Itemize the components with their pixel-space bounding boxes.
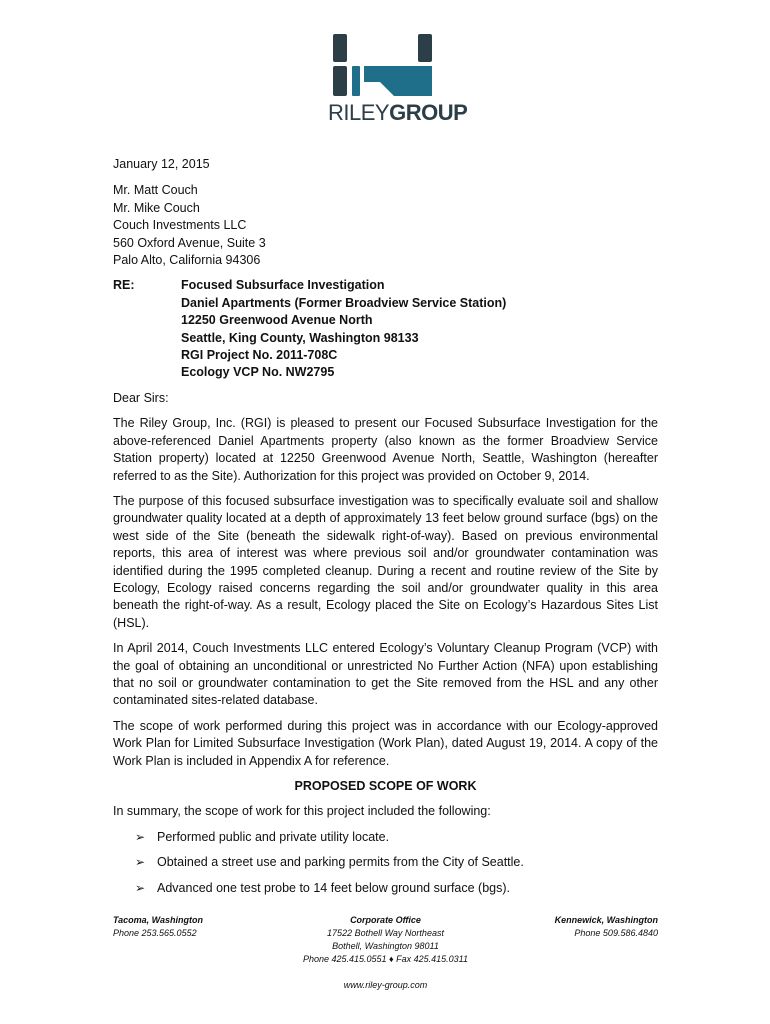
list-item-text: Obtained a street use and parking permits from the City of Seattle.: [157, 855, 524, 870]
scope-intro: In summary, the scope of work for this project included the following:: [113, 804, 491, 819]
footer-phone: Phone 509.586.4840: [574, 928, 658, 938]
subject-block: [113, 277, 658, 381]
body-paragraph: The scope of work performed during this project was in accordance with our Ecology-approved Work Plan for Limited Subsurface Investigation (Work Plan), dated August 19, 2014. A copy of the Work Plan is included in Appendix A for reference.: [113, 718, 658, 768]
address-line: Couch Investments LLC: [113, 218, 247, 233]
recipient-address: [113, 182, 658, 269]
footer-phone: Phone 425.415.0551 ♦ Fax 425.415.0311: [302, 954, 469, 964]
salutation: Dear Sirs:: [113, 390, 169, 405]
subject-line: Focused Subsurface Investigation: [181, 278, 385, 293]
subject-line: Seattle, King County, Washington 98133: [181, 330, 419, 345]
logo-mark-icon: [328, 34, 442, 100]
list-item-text: Advanced one test probe to 14 feet below ground surface (bgs).: [157, 880, 511, 895]
footer-street: 17522 Bothell Way Northeast: [327, 928, 444, 938]
arrow-bullet-icon: ➢: [135, 855, 146, 870]
footer-website-link[interactable]: www.riley-group.com: [343, 980, 428, 990]
footer-phone: Phone 253.565.0552: [113, 928, 197, 938]
section-heading: PROPOSED SCOPE OF WORK: [294, 779, 477, 793]
body-paragraph: The Riley Group, Inc. (RGI) is pleased to present our Focused Subsurface Investigation for the above-referenced Daniel Apartments property (also known as the former Broadview Service Station property) located at 12250 Greenwood Avenue North, Seattle, Washington (hereafter referred to as the Site). Authorization for this project was provided on October 9, 2014.: [113, 416, 658, 483]
letter-body: [113, 156, 658, 905]
list-item-text: Performed public and private utility locate.: [157, 829, 390, 844]
logo-wordmark: [328, 100, 468, 126]
riley-group-logo: [328, 34, 468, 130]
address-line: Mr. Mike Couch: [113, 200, 200, 215]
subject-line: RGI Project No. 2011-708C: [181, 348, 338, 363]
footer-city: Bothell, Washington 98011: [332, 941, 439, 951]
letter-date: January 12, 2015: [113, 157, 210, 171]
address-line: Mr. Matt Couch: [113, 183, 198, 198]
list-item: [135, 829, 658, 846]
letterhead-footer: [113, 914, 658, 994]
list-item: [135, 880, 658, 897]
subject-line: Ecology VCP No. NW2795: [181, 365, 335, 380]
logo-text-riley: RILEY: [328, 100, 390, 125]
footer-office-title: Kennewick, Washington: [554, 915, 658, 925]
subject-line: Daniel Apartments (Former Broadview Service Station): [181, 295, 507, 310]
logo-text-group: GROUP: [389, 100, 468, 125]
arrow-bullet-icon: ➢: [135, 880, 146, 895]
footer-office-title: Corporate Office: [350, 915, 421, 925]
arrow-bullet-icon: ➢: [135, 829, 146, 844]
subject-line: 12250 Greenwood Avenue North: [181, 313, 373, 328]
footer-corporate-office: [283, 914, 488, 966]
footer-office-title: Tacoma, Washington: [113, 915, 204, 925]
body-paragraph: The purpose of this focused subsurface investigation was to specifically evaluate soil and shallow groundwater quality located at a depth of approximately 13 feet below ground surface (bgs) on the west side of the Site (beneath the sidewalk right-of-way). Based on previous environmental reports, this area of interest was where previous soil and/or groundwater contamination was identified during the 1995 completed cleanup. During a recent and routine review of the Site by Ecology, Ecology raised concerns regarding the soil and/or groundwater quality in this area beneath the right-of-way. As a result, Ecology placed the Site on Ecology’s Hazardous Sites List (HSL).: [113, 493, 658, 630]
footer-tacoma-office: [113, 914, 203, 940]
list-item: [135, 854, 658, 871]
address-line: Palo Alto, California 94306: [113, 253, 261, 268]
subject-label: RE:: [113, 278, 135, 293]
footer-kennewick-office: [555, 914, 658, 940]
subject-lines: [181, 277, 506, 381]
body-paragraph: In April 2014, Couch Investments LLC entered Ecology’s Voluntary Cleanup Program (VCP) with the goal of obtaining an unconditional or unrestricted No Further Action (NFA) upon establishing that no soil or groundwater contamination to get the Site removed from the HSL and any other contaminated sites-related database.: [113, 641, 658, 708]
scope-list: [113, 829, 658, 897]
address-line: 560 Oxford Avenue, Suite 3: [113, 235, 266, 250]
